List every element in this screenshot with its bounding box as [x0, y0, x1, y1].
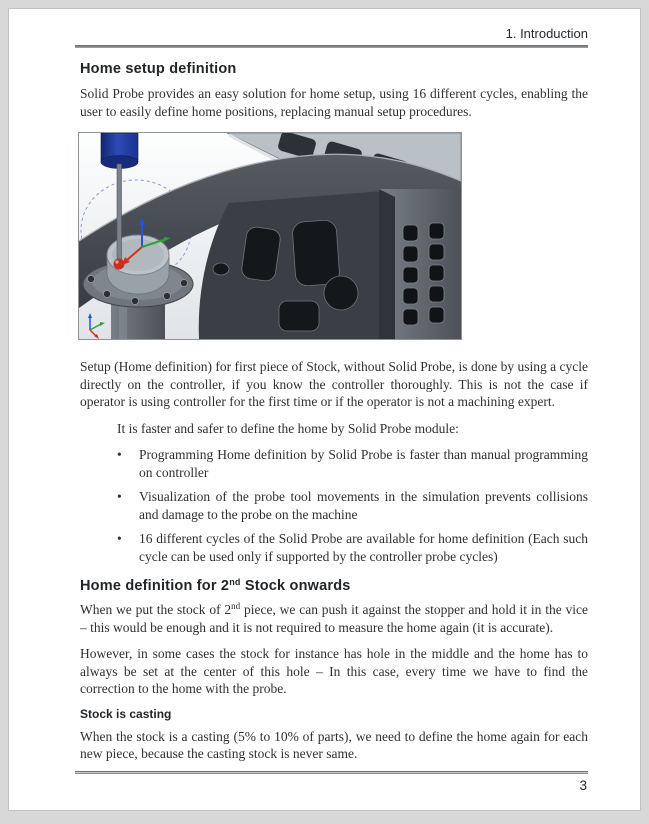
bullet-item — [117, 530, 588, 565]
ordinal-superscript: nd — [231, 601, 241, 611]
cad-illustration — [79, 133, 461, 339]
ordinal-superscript: nd — [229, 577, 241, 587]
section-title-home-setup: Home setup definition — [80, 61, 237, 77]
section-title-home-definition-2nd-stock: Home definition for 2nd Stock onwards — [80, 577, 351, 594]
bullet-marker: • — [117, 447, 122, 462]
bullet-marker: • — [117, 489, 122, 504]
figure-solid-probe-simulation — [78, 132, 462, 340]
page-number: 3 — [579, 778, 587, 793]
bullet-marker: • — [117, 531, 122, 546]
bullet-item — [117, 446, 588, 481]
chapter-header: 1. Introduction — [505, 26, 588, 41]
setup-paragraph: Setup (Home definition) for first piece of Stock, without Solid Probe, is done by using a cycle directly on the controller, if you know the controller thoroughly. This is not the case if operator is using controller for the first time or if the operator is not a machining expert. — [80, 359, 588, 409]
bullet-text: Programming Home definition by Solid Probe is faster than manual programming on controller — [139, 447, 588, 480]
page-content — [9, 9, 640, 763]
bullet-item — [117, 488, 588, 523]
document-page — [8, 8, 641, 811]
however-paragraph: However, in some cases the stock for instance has hole in the middle and the home has to always be set at the center of this hole – In this case, every time we have to find the correction to the home with the probe. — [80, 646, 588, 696]
bullet-text: 16 different cycles of the Solid Probe are available for home definition (Each such cycle can be used only if supported by the controller probe cycles) — [139, 531, 588, 564]
intro-paragraph: Solid Probe provides an easy solution for home setup, using 16 different cycles, enabling the user to easily define home positions, replacing manual setup procedures. — [80, 86, 588, 119]
faster-safer-line: It is faster and safer to define the home by Solid Probe module: — [117, 420, 459, 436]
stock2-paragraph: When we put the stock of 2nd piece, we can push it against the stopper and hold it in the vice – this would be enough and it is not required to measure the home again (it is accurate). — [80, 601, 588, 635]
casting-paragraph: When the stock is a casting (5% to 10% of parts), we need to define the home again for each new piece, because the casting stock is never same. — [80, 728, 588, 761]
subsection-title-stock-is-casting: Stock is casting — [80, 706, 172, 721]
bullet-text: Visualization of the probe tool movements in the simulation prevents collisions and damage to the probe on the machine — [139, 489, 588, 522]
header-rule — [75, 45, 588, 48]
footer-rule — [75, 771, 588, 774]
